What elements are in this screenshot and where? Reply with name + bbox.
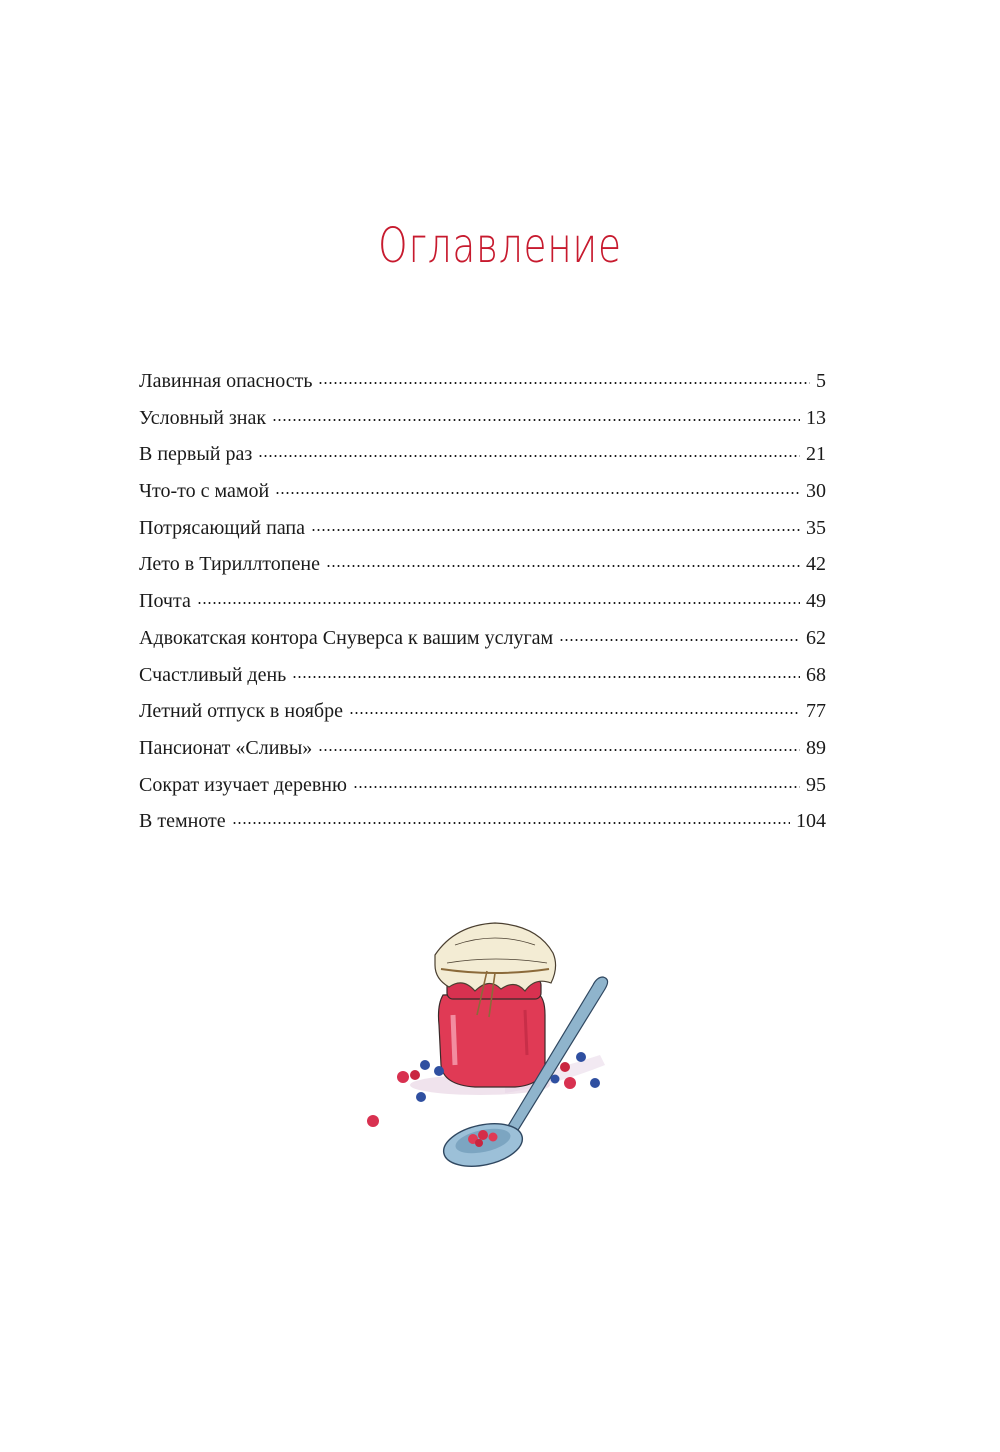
- toc-leader-dots: [559, 638, 800, 642]
- toc-entry-page: 62: [806, 626, 826, 649]
- toc-entry: [139, 664, 826, 701]
- toc-entry-title: Лавинная опасность: [139, 370, 313, 392]
- toc-entry-title: Сократ изучает деревню: [139, 773, 347, 796]
- toc-leader-dots: [318, 381, 810, 385]
- toc-entry: [139, 553, 826, 590]
- table-of-contents: [139, 370, 826, 847]
- toc-leader-dots: [197, 601, 800, 605]
- toc-entry-title: Условный знак: [139, 406, 267, 429]
- toc-entry-title: Адвокатская контора Снуверса к вашим услугам: [139, 626, 554, 649]
- toc-entry-title: В темноте: [139, 810, 226, 833]
- toc-entry: [139, 737, 826, 774]
- toc-entry-title: Пансионат «Сливы»: [139, 736, 313, 759]
- toc-entry: [139, 370, 826, 407]
- toc-entry: [139, 700, 826, 737]
- toc-leader-dots: [353, 785, 800, 789]
- toc-leader-dots: [318, 748, 800, 752]
- toc-entry-page: 42: [806, 553, 826, 576]
- toc-entry-page: 13: [806, 406, 826, 429]
- toc-entry-page: 104: [796, 810, 826, 833]
- toc-entry-page: 95: [806, 773, 826, 796]
- toc-entry-title: Летний отпуск в ноябре: [139, 700, 343, 723]
- toc-leader-dots: [275, 491, 800, 495]
- toc-entry: [139, 810, 826, 847]
- toc-entry: [139, 480, 826, 517]
- toc-entry-title: В первый раз: [139, 443, 253, 466]
- toc-leader-dots: [349, 711, 800, 715]
- toc-entry: [139, 627, 826, 664]
- jam-jar-and-spoon-icon: [355, 905, 635, 1175]
- toc-leader-dots: [292, 675, 800, 679]
- toc-entry-title: Лето в Тириллтопене: [139, 553, 320, 576]
- toc-entry-title: Почта: [139, 590, 191, 613]
- toc-entry: [139, 590, 826, 627]
- toc-entry: [139, 517, 826, 554]
- toc-entry-title: Счастливый день: [139, 663, 287, 686]
- toc-entry-page: 35: [806, 516, 826, 539]
- toc-entry: [139, 443, 826, 480]
- toc-entry-title: Что-то с мамой: [139, 480, 270, 503]
- toc-entry: [139, 407, 826, 444]
- toc-entry-page: 89: [806, 736, 826, 759]
- toc-entry-page: 49: [806, 590, 826, 613]
- toc-entry: [139, 774, 826, 811]
- toc-leader-dots: [232, 821, 790, 825]
- toc-leader-dots: [326, 564, 800, 568]
- toc-leader-dots: [311, 528, 800, 532]
- toc-entry-page: 77: [806, 700, 826, 723]
- toc-leader-dots: [272, 418, 800, 422]
- page-title: Оглавление: [378, 218, 622, 274]
- toc-entry-title: Потрясающий папа: [139, 516, 306, 539]
- toc-entry-page: 68: [806, 663, 826, 686]
- toc-entry-page: 21: [806, 443, 826, 466]
- toc-leader-dots: [258, 454, 800, 458]
- toc-entry-page: 30: [806, 480, 826, 503]
- toc-entry-page: 5: [816, 370, 826, 392]
